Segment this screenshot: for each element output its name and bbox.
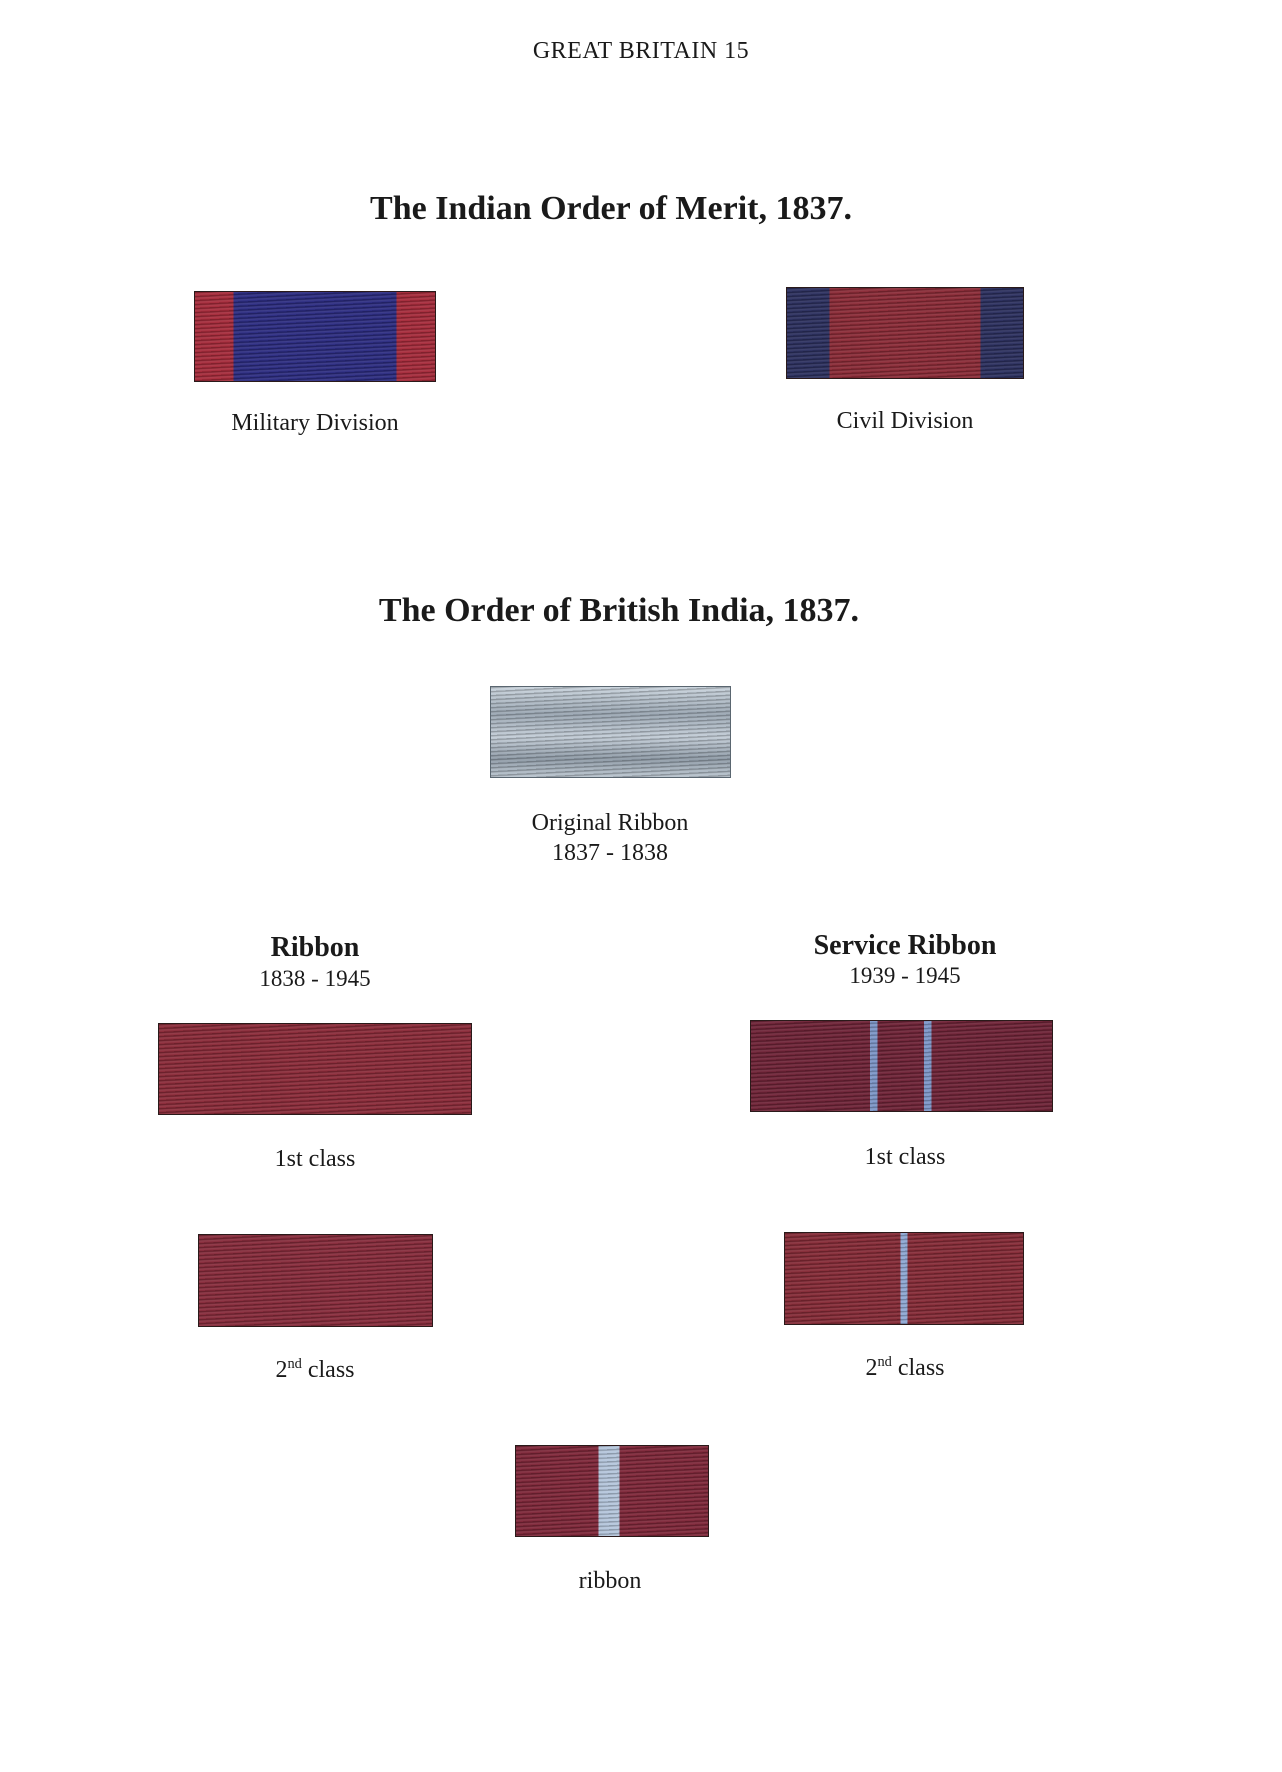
section-title-indian-order-of-merit: The Indian Order of Merit, 1837. xyxy=(370,190,852,227)
service-ribbon-1st-class-caption: 1st class xyxy=(864,1144,946,1170)
service-ribbon-1st-class xyxy=(750,1020,1053,1112)
bottom-ribbon xyxy=(515,1445,709,1537)
ribbon-2nd-class xyxy=(198,1234,433,1327)
civil-division-caption: Civil Division xyxy=(836,408,974,434)
civil-division-ribbon xyxy=(786,287,1024,379)
page-header: GREAT BRITAIN 15 xyxy=(532,38,750,64)
ribbon-1st-class xyxy=(158,1023,472,1115)
military-division-ribbon xyxy=(194,291,436,382)
original-ribbon xyxy=(490,686,731,778)
military-division-caption: Military Division xyxy=(231,410,399,436)
original-ribbon-dates: 1837 - 1838 xyxy=(552,840,668,866)
ribbon-2nd-class-caption: 2nd class xyxy=(275,1356,355,1383)
service-ribbon-2nd-class-caption: 2nd class xyxy=(865,1354,945,1381)
original-ribbon-caption: Original Ribbon xyxy=(531,810,689,836)
ribbon-1st-class-caption: 1st class xyxy=(274,1146,356,1172)
service-ribbon-dates: 1939 - 1945 xyxy=(849,963,961,988)
service-ribbon-2nd-class xyxy=(784,1232,1024,1325)
ribbon-heading: Ribbon xyxy=(270,932,360,963)
bottom-ribbon-caption: ribbon xyxy=(578,1568,642,1594)
service-ribbon-heading: Service Ribbon xyxy=(813,930,997,961)
ribbon-dates: 1838 - 1945 xyxy=(259,966,371,991)
section-title-order-of-british-india: The Order of British India, 1837. xyxy=(378,592,860,629)
